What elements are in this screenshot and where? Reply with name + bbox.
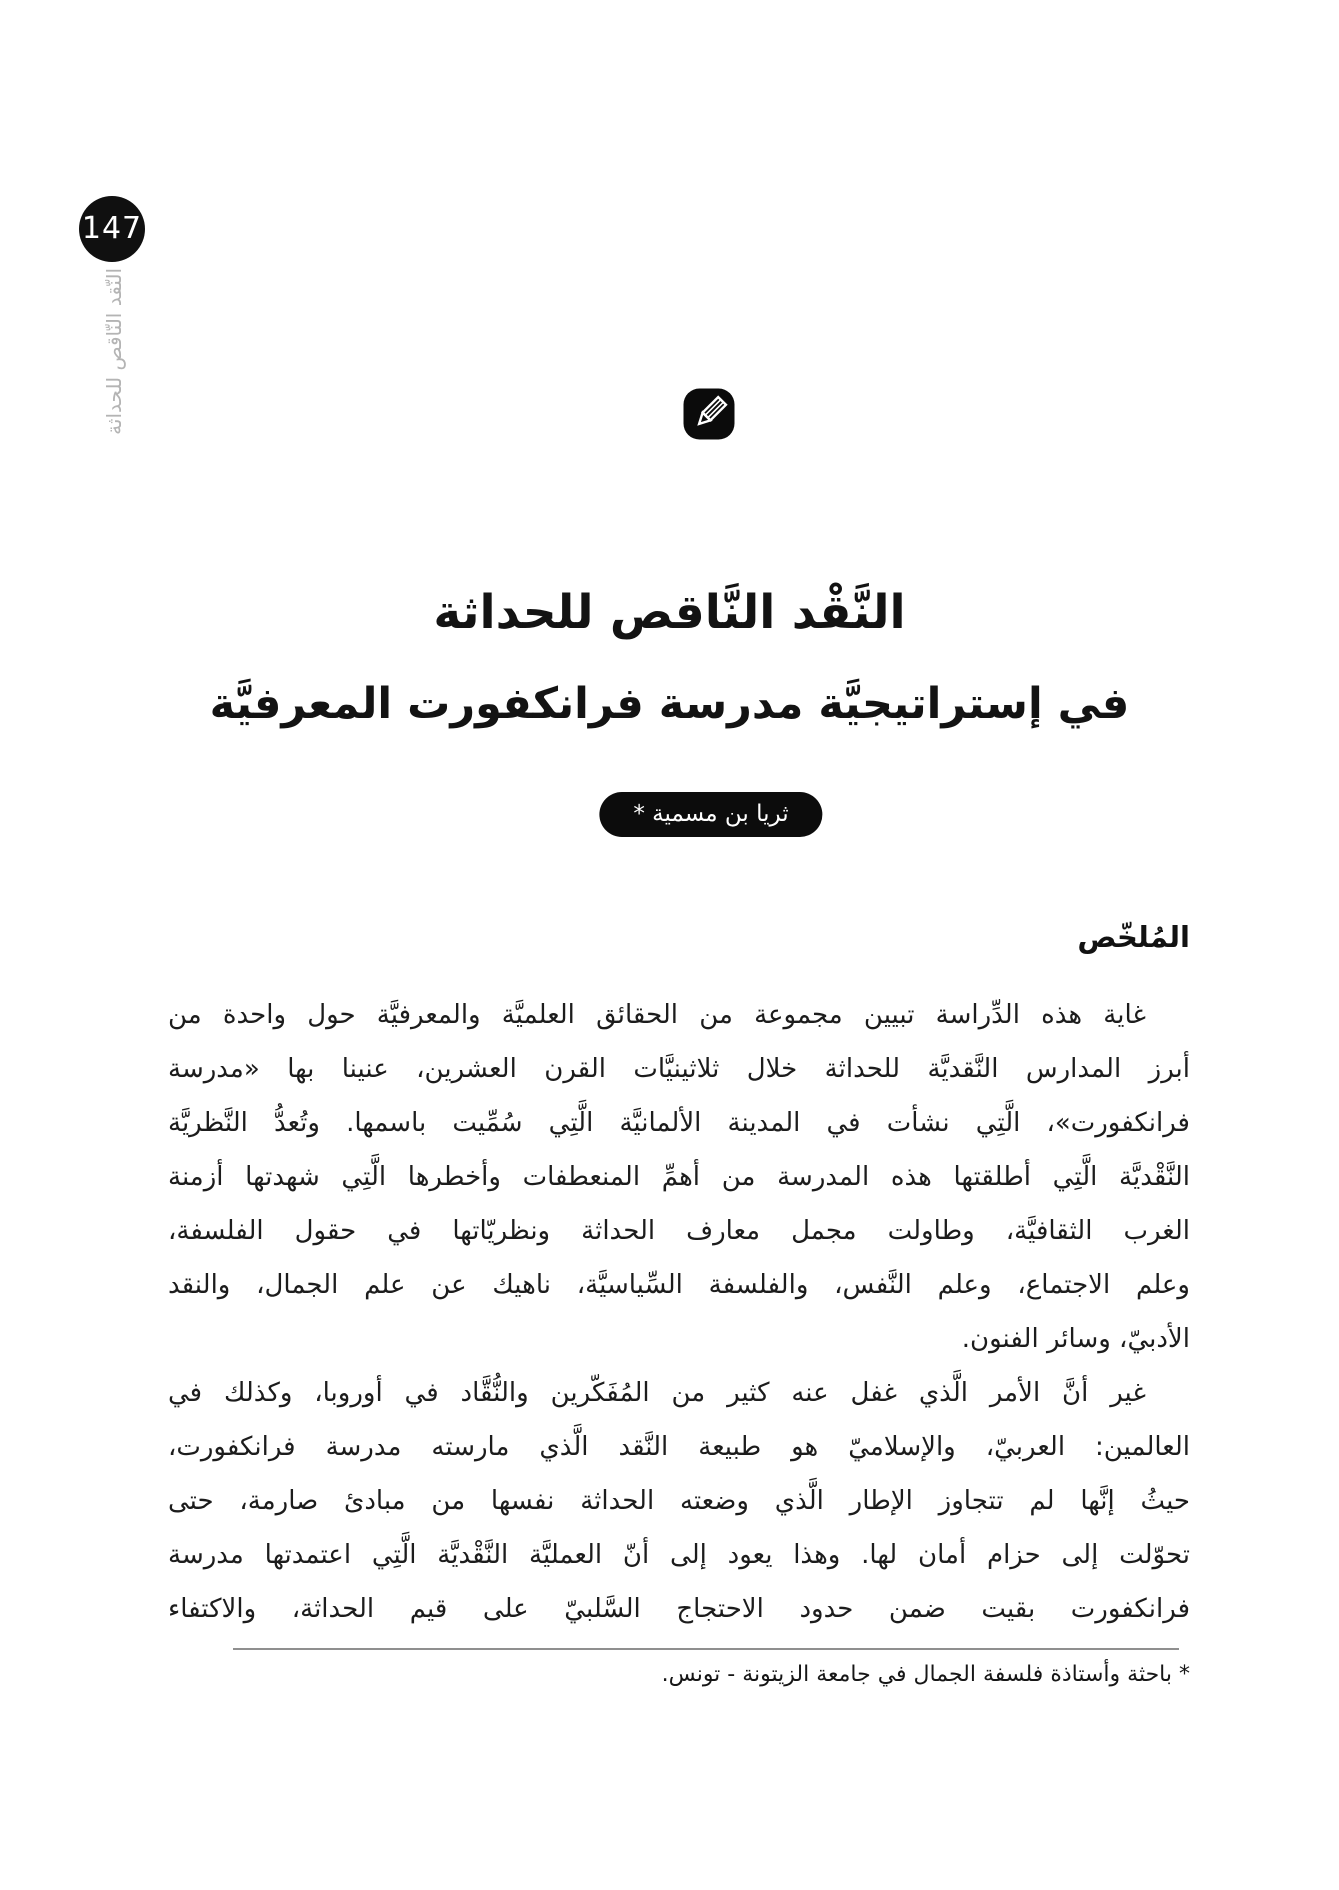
article-title (0, 568, 1339, 750)
abstract-line: حيثُ إنَّها لم تتجاوز الإطار الَّذي وضعته الحداثة نفسها من مبادئ صارمة، حتى (168, 1486, 1190, 1516)
abstract-line: فرانكفورت بقيت ضمن حدود الاحتجاج السَّلبيّ على قيم الحداثة، والاكتفاء (168, 1594, 1190, 1624)
footnote-text: * باحثة وأستاذة فلسفة الجمال في جامعة الزيتونة - تونس. (661, 1662, 1190, 1687)
abstract-line: الأدبيّ، وسائر الفنون. (961, 1324, 1190, 1354)
abstract-line: النَّقْديَّة الَّتِي أطلقتها هذه المدرسة من أهمِّ المنعطفات وأخطرها الَّتِي شهدتها أزمنة (168, 1162, 1190, 1192)
footnote-divider (233, 1648, 1179, 1650)
page-number: 147 (81, 211, 143, 246)
abstract-body (168, 988, 1190, 1636)
abstract-line: العالمين: العربيّ، والإسلاميّ هو طبيعة النَّقد الَّذي مارسته مدرسة فرانكفورت، (168, 1432, 1190, 1462)
abstract-line: فرانكفورت»، الَّتِي نشأت في المدينة الألمانيَّة الَّتِي سُمِّيت باسمها. وتُعدُّ النَّظريَّة (168, 1108, 1190, 1138)
page-number-badge (79, 196, 145, 262)
abstract-line: وعلم الاجتماع، وعلم النَّفس، والفلسفة السِّياسيَّة، ناهيك عن علم الجمال، والنقد (168, 1270, 1190, 1300)
author-badge (599, 792, 822, 837)
abstract-line: غاية هذه الدِّراسة تبيين مجموعة من الحقائق العلميَّة والمعرفيَّة حول واحدة من (168, 1000, 1146, 1030)
abstract-line: غير أنَّ الأمر الَّذي غفل عنه كثير من المُفَكّرين والنُّقَّاد في أوروبا، وكذلك في (168, 1378, 1146, 1408)
pencil-icon (683, 388, 735, 440)
abstract-heading: المُلخّص (1077, 920, 1190, 954)
article-title-line1: النَّقْد النَّاقص للحداثة (433, 585, 906, 640)
running-title-vertical: النّقد النّاقص للحداثة (102, 268, 126, 435)
author-name: ثريا بن مسمية * (633, 801, 789, 827)
abstract-line: الغرب الثقافيَّة، وطاولت مجمل معارف الحداثة ونظريّاتها في حقول الفلسفة، (168, 1216, 1190, 1246)
abstract-line: أبرز المدارس النَّقديَّة للحداثة خلال ثلاثينيَّات القرن العشرين، عنينا بها «مدرسة (168, 1054, 1190, 1084)
article-title-line2: في إستراتيجيَّة مدرسة فرانكفورت المعرفيَّة (209, 679, 1130, 729)
abstract-line: تحوّلت إلى حزام أمان لها. وهذا يعود إلى أنّ العمليَّة النَّقْديَّة الَّتِي اعتمدتها مدرسة (168, 1540, 1190, 1570)
